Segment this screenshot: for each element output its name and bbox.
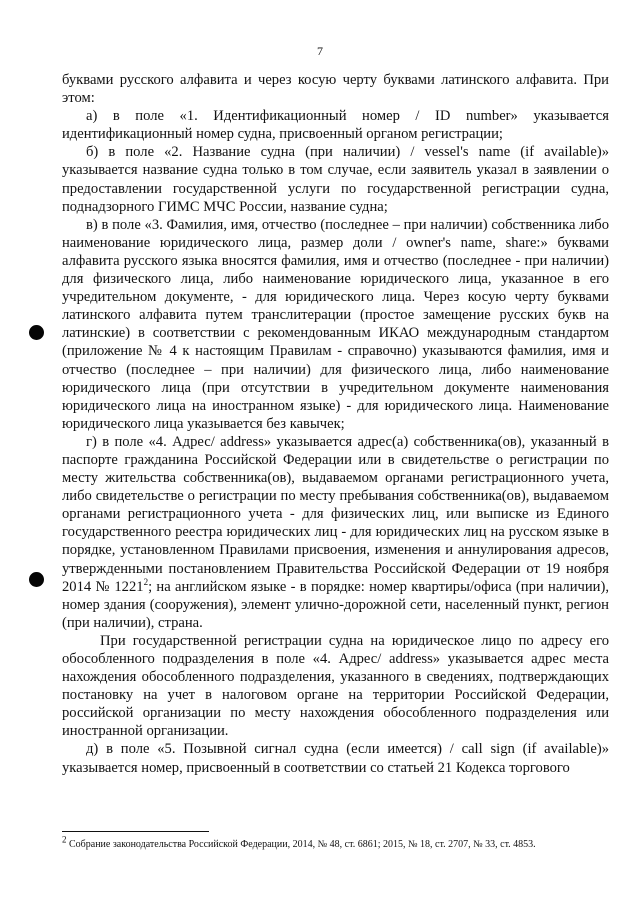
document-body bbox=[62, 71, 609, 777]
intro-paragraph: буквами русского алфавита и через косую черту буквами латинского алфавита. При этом: bbox=[62, 72, 609, 107]
item-v-paragraph: в) в поле «3. Фамилия, имя, отчество (последнее – при наличии) собственника либо наименование юридического лица, размер доли / owner's name, share:» буквами алфавита русского языка вносятся фамилия, имя и отчество (последнее - при наличии) для физического лица, либо наименование юридического лица, указанное в его учредительном документе, - для юридического лица. Через косую черту буквами латинского алфавита путем транслитерации (простое замещение русских букв на латинские) в соответствии с рекомендованным ИКАО международным стандартом (приложение № 4 к настоящим Правилам - справочно) указываются фамилия, имя и отчество (последнее – при наличии) для физического лица, либо наименование юридического лица (при отсутствии в учредительном документе наименования юридического лица на иностранном языке) - для юридического лица. Наименование юридического лица указывается без кавычек; bbox=[62, 216, 609, 432]
footnote-marker: 2 bbox=[62, 834, 67, 845]
item-b-paragraph: б) в поле «2. Название судна (при наличии) / vessel's name (if available)» указывается название судна только в том случае, если заявитель указал в заявлении о предоставлении государственной услуги по государственной регистрации судна, поднадзорного ГИМС МЧС России, название судна; bbox=[62, 144, 609, 215]
footnote bbox=[62, 834, 609, 851]
binder-hole-mark bbox=[29, 325, 44, 340]
item-d-paragraph: д) в поле «5. Позывной сигнал судна (если имеется) / call sign (if available)» указывается номер, присвоенный в соответствии со статьей 21 Кодекса торгового bbox=[62, 741, 609, 776]
footnote-text: Собрание законодательства Российской Федерации, 2014, № 48, ст. 6861; 2015, № 18, ст. 2707, № 33, ст. 4853. bbox=[66, 839, 536, 850]
binder-hole-mark bbox=[29, 572, 44, 587]
page-number: 7 bbox=[317, 44, 323, 58]
item-g-text-start: г) в поле «4. Адрес/ address» указывается адрес(а) собственника(ов), указанный в паспорте гражданина Российской Федерации или в свидетельстве о регистрации по месту жительства собственника(ов), выдаваемом органами регистрационного учета, либо свидетельстве о регистрации по месту пребывания собственника(ов), выдаваемом органами регистрационного учета - для физических лиц, или выписке из Единого государственного реестра юридических лиц - для юридических лиц на русском языке в порядке, установленном Правилами присвоения, изменения и аннулирования адресов, утвержденными постановлением Правительства Российской Федерации от 19 ноября 2014 № 1221 bbox=[62, 433, 609, 595]
item-g-paragraph bbox=[62, 433, 609, 632]
footnote-separator bbox=[62, 831, 209, 832]
item-a-paragraph: а) в поле «1. Идентификационный номер / ID number» указывается идентификационный номер судна, присвоенный органом регистрации; bbox=[62, 108, 609, 143]
footnote-reference: 2 bbox=[143, 576, 149, 587]
item-g-text-end: ; на английском языке - в порядке: номер квартиры/офиса (при наличии), номер здания (сооружения), элемент улично-дорожной сети, населенный пункт, регион (при наличии), страна. bbox=[62, 578, 609, 631]
separate-unit-paragraph: При государственной регистрации судна на юридическое лицо по адресу его обособленного подразделения в поле «4. Адрес/ address» указывается адрес места нахождения обособленного подразделения, указанного в сведениях, подтверждающих постановку на учет в налоговом органе на территории Российской Федерации, российской организации по месту нахождения обособленного подразделения или иностранной организации. bbox=[62, 632, 609, 740]
